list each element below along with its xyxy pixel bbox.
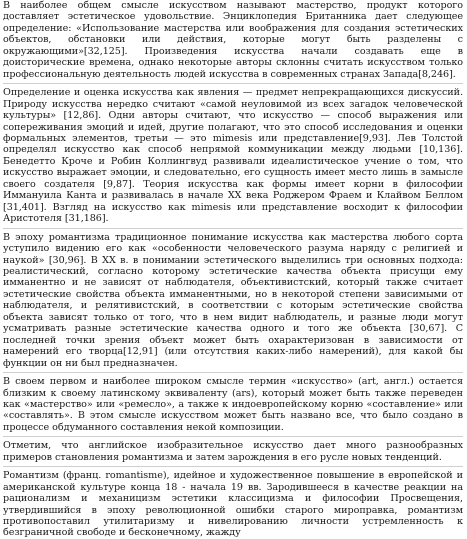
- paragraph-2: Определение и оценка искусства как явления — предмет непрекращающихся дискуссий. Природу искусства нередко считают «самой неуловимой из всех загадок человеческой культуры» [12,86]. Одни авторы считают, что искусство — способ выражения или сопереживания эмоций и идей, другие полагают, что это способ исследования и оценки формальных элементов, третьи — это mimesis или представление[9,93]. Лев Толстой определял искусство как способ непрямой коммуникации между людьми [10,136]. Бенедетто Кроче и Робин Коллингвуд развивали идеалистическое учение о том, что искусство выражает эмоции, и следовательно, его сущность имеет место лишь в замысле своего создателя [9,87]. Теория искусства как формы имеет корни в философии Иммануила Канта и развивалась в начале XX века Роджером Фраем и Клайвом Беллом [31,401]. Взгляд на искусство как mimesis или представление восходит к философии Аристотеля [31,186].: [3, 87, 463, 225]
- paragraph-divider: [3, 436, 463, 437]
- paragraph-6: Романтизм (франц. romantisme), идейное и художественное повышение в европейской и американской культуре конца 18 - начала 19 вв. Зародившееся в качестве реакции на рационализм и механицизм эстетики классицизма и философии Просвещения, утвердившийся в эпоху революционной ошибки старого мироправка, романтизм противопоставил утилитаризму и нивелированию личности устремленность к безграничной свободе и бесконечному, жажду: [3, 470, 463, 539]
- paragraph-divider: [3, 228, 463, 229]
- paragraph-1: В наиболее общем смысле искусством называют мастерство, продукт которого доставляет эстетическое удовольствие. Энциклопедия Британника дает следующее определение: «Использование мастерства или воображения для создания эстетических объектов, обстановки или действия, которые могут быть разделены с окружающими»[32,125]. Произведения искусства начали создавать еще в доисторические времена, однако некоторые авторы склонны считать искусством только профессиональную деятельность людей искусства в современных странах Запада[8,246].: [3, 0, 463, 80]
- paragraph-5: Отметим, что английское изобразительное искусство дает много разнообразных примеров становления романтизма и затем зарождения в его русле новых тенденций.: [3, 440, 463, 463]
- paragraph-divider: [3, 83, 463, 84]
- paragraph-divider: [3, 372, 463, 373]
- paragraph-4: В своем первом и наиболее широком смысле термин «искусство» (art, англ.) остается близким к своему латинскому эквиваленту (ars), который может быть также переведен как «мастерство» или «ремесло», а также к индоевропейскому корню «составление» или «составлять». В этом смысле искусством может быть названо все, что было создано в процессе обдуманного составления некой композиции.: [3, 376, 463, 433]
- paragraph-divider: [3, 466, 463, 467]
- document-body: [3, 0, 463, 539]
- paragraph-3: В эпоху романтизма традиционное понимание искусства как мастерства любого сорта уступило видению его как «особенности человеческого разума наряду с религией и наукой» [30,96]. В XX в. в понимании эстетического выделились три основных подхода: реалистический, согласно которому эстетические качества объекта присущи ему имманентно и не зависят от наблюдателя, объективистский, который также считает эстетические свойства объекта имманентными, но в некоторой степени зависимыми от наблюдателя, и релятивистский, в соответствии с которым эстетические свойства объекта зависят только от того, что в нем видит наблюдатель, и разные люди могут усматривать разные эстетические качества одного и того же объекта [30,67]. С последней точки зрения объект может быть охарактеризован в зависимости от намерений его творца[12,91] (или отсутствия каких-либо намерений), для какой бы функции он ни был предназначен.: [3, 231, 463, 369]
